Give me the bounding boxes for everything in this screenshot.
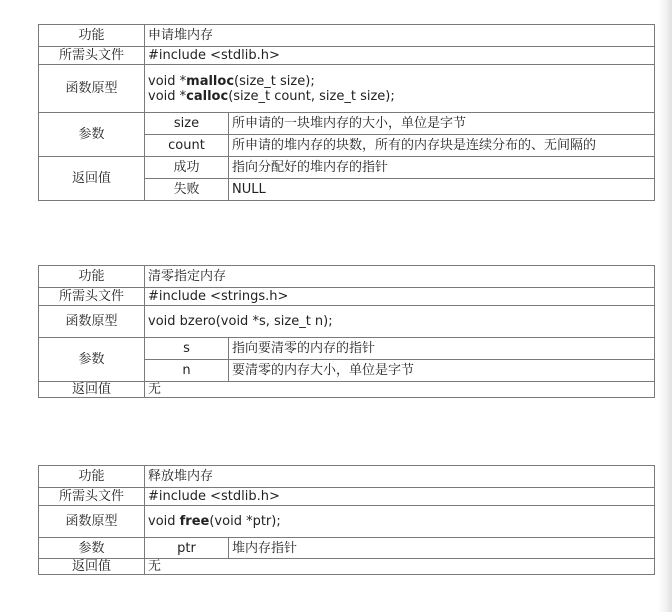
return-label: 返回值 [39, 559, 145, 575]
function-label: 功能 [39, 25, 145, 47]
param-desc: 堆内存指针 [229, 538, 655, 559]
return-case: 成功 [145, 157, 229, 179]
params-label: 参数 [39, 113, 145, 157]
prototype-label: 函数原型 [39, 506, 145, 538]
function-label: 功能 [39, 466, 145, 488]
bzero-table [38, 265, 655, 398]
function-label: 功能 [39, 266, 145, 288]
params-label: 参数 [39, 338, 145, 382]
function-name: free [179, 514, 210, 529]
return-label: 返回值 [39, 382, 145, 398]
param-desc: 所申请的一块堆内存的大小，单位是字节 [229, 113, 655, 135]
prototype-value [145, 65, 655, 113]
param-desc: 指向要清零的内存的指针 [229, 338, 655, 360]
prototype-args: (size_t size); [234, 73, 315, 89]
param-row [39, 338, 655, 360]
prototype-label: 函数原型 [39, 65, 145, 113]
param-name: ptr [145, 538, 229, 559]
header-label: 所需头文件 [39, 488, 145, 506]
malloc-prototype [148, 74, 651, 89]
prototype-value: void bzero(void *s, size_t n); [145, 306, 655, 338]
prototype-args: (size_t count, size_t size); [228, 88, 395, 104]
prototype-prefix: void * [148, 73, 187, 89]
calloc-prototype [148, 89, 651, 104]
header-row [39, 288, 655, 306]
function-value: 清零指定内存 [145, 266, 655, 288]
param-name: count [145, 135, 229, 157]
malloc-calloc-table [38, 24, 655, 201]
header-value: #include <stdlib.h> [145, 47, 655, 65]
param-name: s [145, 338, 229, 360]
header-label: 所需头文件 [39, 47, 145, 65]
prototype-row [39, 306, 655, 338]
param-desc: 要清零的内存大小，单位是字节 [229, 360, 655, 382]
prototype-row [39, 65, 655, 113]
param-row [39, 538, 655, 559]
header-value: #include <strings.h> [145, 288, 655, 306]
prototype-prefix: void [148, 514, 180, 529]
return-value: 无 [145, 559, 655, 575]
return-desc: NULL [229, 179, 655, 201]
return-label: 返回值 [39, 157, 145, 201]
function-row [39, 266, 655, 288]
return-row [39, 382, 655, 398]
header-value: #include <stdlib.h> [145, 488, 655, 506]
return-desc: 指向分配好的堆内存的指针 [229, 157, 655, 179]
header-row [39, 488, 655, 506]
param-row [39, 113, 655, 135]
prototype-prefix: void * [148, 88, 187, 104]
function-name: malloc [186, 73, 235, 89]
function-value: 申请堆内存 [145, 25, 655, 47]
function-value: 释放堆内存 [145, 466, 655, 488]
page-edge-shadow [658, 0, 672, 612]
prototype-value [145, 506, 655, 538]
param-name: size [145, 113, 229, 135]
header-label: 所需头文件 [39, 288, 145, 306]
return-value: 无 [145, 382, 655, 398]
free-table [38, 465, 655, 575]
header-row [39, 47, 655, 65]
return-row [39, 559, 655, 575]
function-name: calloc [186, 88, 229, 104]
function-row [39, 466, 655, 488]
param-desc: 所申请的堆内存的块数，所有的内存块是连续分布的、无间隔的 [229, 135, 655, 157]
params-label: 参数 [39, 538, 145, 559]
prototype-label: 函数原型 [39, 306, 145, 338]
prototype-row [39, 506, 655, 538]
return-case: 失败 [145, 179, 229, 201]
return-row [39, 157, 655, 179]
prototype-args: (void *ptr); [209, 514, 281, 529]
function-row [39, 25, 655, 47]
param-name: n [145, 360, 229, 382]
